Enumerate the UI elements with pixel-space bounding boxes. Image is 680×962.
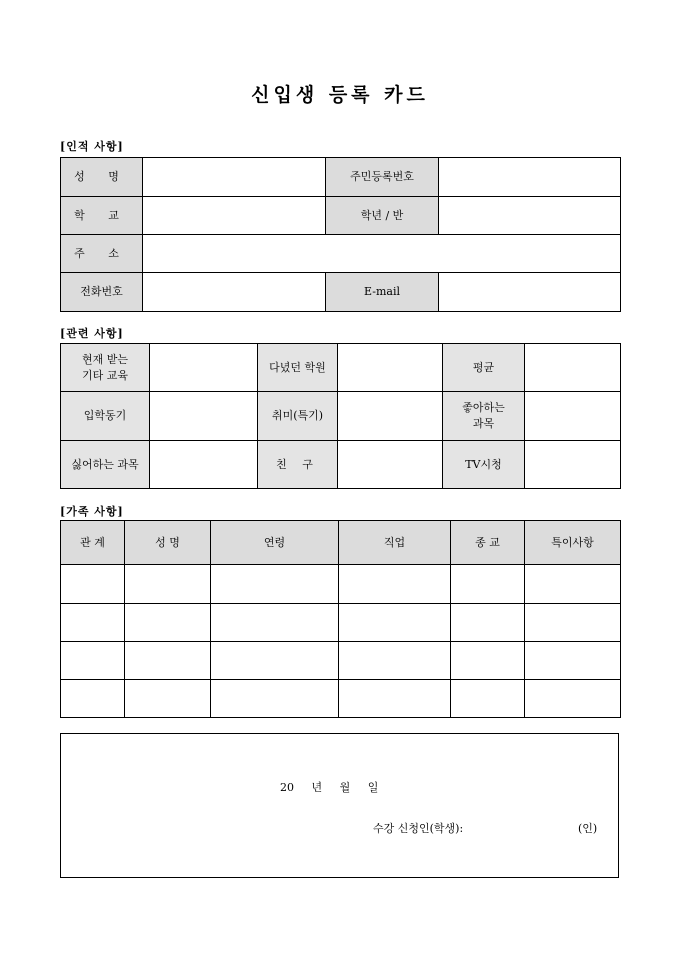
other-education-label (61, 344, 150, 392)
table-row (61, 642, 621, 680)
favorite-subject-label (443, 392, 525, 441)
family-header-notes: 특이사항 (525, 521, 621, 565)
signature-box (60, 733, 619, 878)
family-cell[interactable] (61, 604, 125, 642)
family-header-religion: 종 교 (451, 521, 525, 565)
family-cell[interactable] (125, 604, 211, 642)
phone-field[interactable] (143, 273, 326, 312)
related-section-label: [관련 사항] (60, 327, 124, 340)
family-header-age: 연령 (211, 521, 339, 565)
family-cell[interactable] (339, 604, 451, 642)
average-label: 평균 (443, 344, 525, 392)
friend-label: 친 구 (258, 441, 338, 489)
date-day-unit: 일 (367, 781, 379, 794)
grade-class-label: 학년 / 반 (326, 197, 439, 235)
tv-field[interactable] (525, 441, 621, 489)
hobby-field[interactable] (338, 392, 443, 441)
family-cell[interactable] (211, 604, 339, 642)
friend-field[interactable] (338, 441, 443, 489)
signature-date (280, 779, 378, 795)
family-cell[interactable] (525, 565, 621, 604)
disliked-subject-label: 싫어하는 과목 (61, 441, 150, 489)
family-cell[interactable] (339, 642, 451, 680)
family-cell[interactable] (339, 565, 451, 604)
family-cell[interactable] (451, 642, 525, 680)
family-cell[interactable] (211, 565, 339, 604)
phone-label: 전화번호 (61, 273, 143, 312)
previous-academy-label: 다녔던 학원 (258, 344, 338, 392)
name-label: 성 명 (61, 158, 143, 197)
family-cell[interactable] (61, 565, 125, 604)
grade-class-field[interactable] (439, 197, 621, 235)
related-info-table (60, 343, 621, 489)
family-cell[interactable] (525, 680, 621, 718)
email-field[interactable] (439, 273, 621, 312)
hobby-label: 취미(특기) (258, 392, 338, 441)
date-year[interactable]: 20 (280, 781, 294, 794)
other-education-label-line1: 현재 받는 (81, 352, 128, 366)
family-cell[interactable] (451, 604, 525, 642)
favorite-subject-label-line1: 좋아하는 (462, 401, 505, 414)
table-row (61, 604, 621, 642)
family-cell[interactable] (211, 642, 339, 680)
previous-academy-field[interactable] (338, 344, 443, 392)
family-cell[interactable] (125, 565, 211, 604)
other-education-label-line2: 기타 교육 (81, 368, 128, 382)
family-cell[interactable] (451, 565, 525, 604)
family-header-relation: 관 계 (61, 521, 125, 565)
table-row (61, 565, 621, 604)
resident-number-field[interactable] (439, 158, 621, 197)
name-field[interactable] (143, 158, 326, 197)
address-field[interactable] (143, 235, 621, 273)
family-cell[interactable] (61, 680, 125, 718)
address-label: 주 소 (61, 235, 143, 273)
applicant-label: 수강 신청인(학생): (373, 822, 464, 835)
email-label: E-mail (326, 273, 439, 312)
family-cell[interactable] (125, 642, 211, 680)
family-cell[interactable] (525, 642, 621, 680)
tv-label: TV시청 (443, 441, 525, 489)
family-header-occupation: 직업 (339, 521, 451, 565)
table-row (61, 680, 621, 718)
family-header-name: 성 명 (125, 521, 211, 565)
school-label: 학 교 (61, 197, 143, 235)
family-table (60, 520, 621, 718)
personal-info-table (60, 157, 621, 312)
school-field[interactable] (143, 197, 326, 235)
date-month-unit: 월 (339, 781, 351, 794)
family-section-label: [가족 사항] (60, 505, 124, 518)
average-field[interactable] (525, 344, 621, 392)
motivation-field[interactable] (150, 392, 258, 441)
favorite-subject-label-line2: 과목 (472, 417, 495, 430)
family-cell[interactable] (339, 680, 451, 718)
family-cell[interactable] (525, 604, 621, 642)
personal-section-label: [인적 사항] (60, 140, 124, 153)
family-cell[interactable] (61, 642, 125, 680)
disliked-subject-field[interactable] (150, 441, 258, 489)
seal-label: (인) (578, 822, 598, 835)
resident-number-label: 주민등록번호 (326, 158, 439, 197)
date-year-unit: 년 (311, 781, 323, 794)
family-cell[interactable] (211, 680, 339, 718)
motivation-label: 입학동기 (61, 392, 150, 441)
other-education-field[interactable] (150, 344, 258, 392)
page-title: 신입생 등록 카드 (251, 84, 429, 106)
family-cell[interactable] (125, 680, 211, 718)
family-cell[interactable] (451, 680, 525, 718)
favorite-subject-field[interactable] (525, 392, 621, 441)
